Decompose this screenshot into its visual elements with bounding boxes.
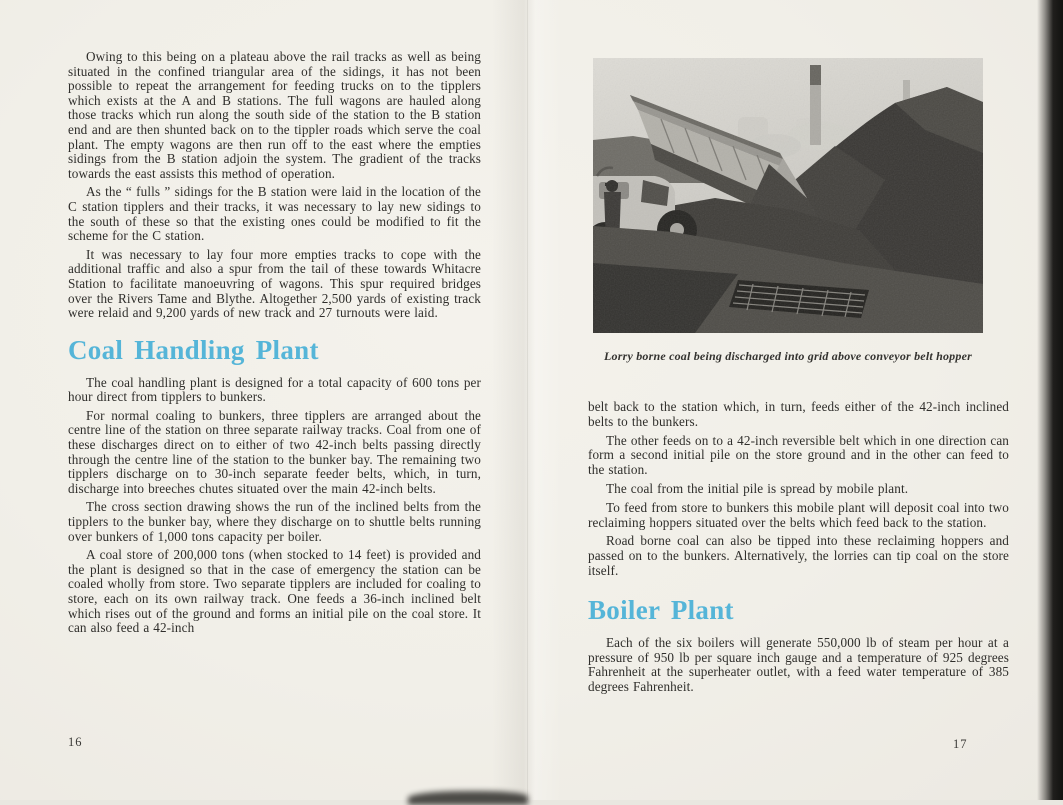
book-edge-shadow [1037,0,1063,800]
paragraph: Owing to this being on a plateau above the rail tracks as well as being situated in the confined triangular area of the sidings, it has not been possible to repeat the arrangement for feeding trucks on to the tipplers which exists at the A and B stations. The full wagons are hauled along those tracks which run along the south side of the station to the B station end and are then shunted back on to the tippler roads which serve the coal plant. The empty wagons are then run off to the east where the empties sidings from the B station adjoin the system. The gradient of the tracks towards the east assists this method of operation. [68,49,481,181]
paragraph: A coal store of 200,000 tons (when stocked to 14 feet) is provided and the plant is designed so that in the case of emergency the station can be coaled wholly from store. Two separate tipplers are included for coaling to store, each on its own railway track. One feeds a 36-inch inclined belt which rises out of the ground and forms an initial pile on the coal store. It can also feed a 42-inch [68,547,481,636]
page-number-17: 17 [953,737,968,751]
paragraph: To feed from store to bunkers this mobile plant will deposit coal into two reclaiming hoppers situated over the belts which feed back to the station. [588,499,1009,530]
page-gutter-line [527,0,528,800]
page-number-16: 16 [68,735,83,749]
paragraph: The other feeds on to a 42-inch reversible belt which in one direction can form a second initial pile on the store ground and in the other can feed to the station. [588,432,1009,478]
paragraph: Road borne coal can also be tipped into these reclaiming hoppers and passed on to the bunkers. Alternatively, the lorries can tip coal on the store itself. [588,533,1009,578]
photo-caption: Lorry borne coal being discharged into grid above conveyor belt hopper [604,349,972,363]
paragraph: It was necessary to lay four more empties tracks to cope with the additional traffic and also a spur from the tail of these towards Whitacre Station to facilitate manoeuvring of wagons. This spur required bridges over the Rivers Tame and Blythe. Altogether 2,500 yards of existing track were relaid and 9,200 yards of new track and 27 turnouts were laid. [68,246,481,321]
paragraph: As the “ fulls ” sidings for the B station were laid in the location of the C station tipplers and their tracks, it was necessary to lay new sidings to the south of these so that the existing ones could be modified to fit the scheme for the C station. [68,184,481,244]
right-text-column [588,400,1009,699]
coal-lorry-photo [593,58,983,333]
section-heading-coal-handling-plant: Coal Handling Plant [68,334,319,365]
scan-bottom-shadow [408,791,528,805]
paragraph: For normal coaling to bunkers, three tipplers are arranged about the centre line of the station on three separate railway tracks. Coal from one of these discharges direct on to either of two 42-inch belts passing directly through the centre line of the station to the bunker bay. The remaining two tipplers discharge on to 30-inch separate feeder belts, which, in turn, discharge into breeches chutes situated over the main 42-inch belts. [68,407,481,496]
paragraph: The cross section drawing shows the run of the inclined belts from the tipplers to the bunker bay, where they discharge on to shuttle belts running over bunkers of 1,000 tons capacity per boiler. [68,499,481,544]
paragraph: Each of the six boilers will generate 550,000 lb of steam per hour at a pressure of 950 lb per square inch gauge and a temperature of 925 degrees Fahrenheit at the superheater outlet, with a feed water temperature of 385 degrees Fahrenheit. [588,634,1009,695]
paragraph: belt back to the station which, in turn, feeds either of the 42-inch inclined belts to the bunkers. [588,399,1009,429]
left-text-column [68,50,481,640]
paragraph: The coal from the initial pile is spread by mobile plant. [606,480,909,496]
section-heading-boiler-plant: Boiler Plant [588,594,734,625]
paragraph: The coal handling plant is designed for a total capacity of 600 tons per hour direct from tipplers to bunkers. [68,374,481,405]
